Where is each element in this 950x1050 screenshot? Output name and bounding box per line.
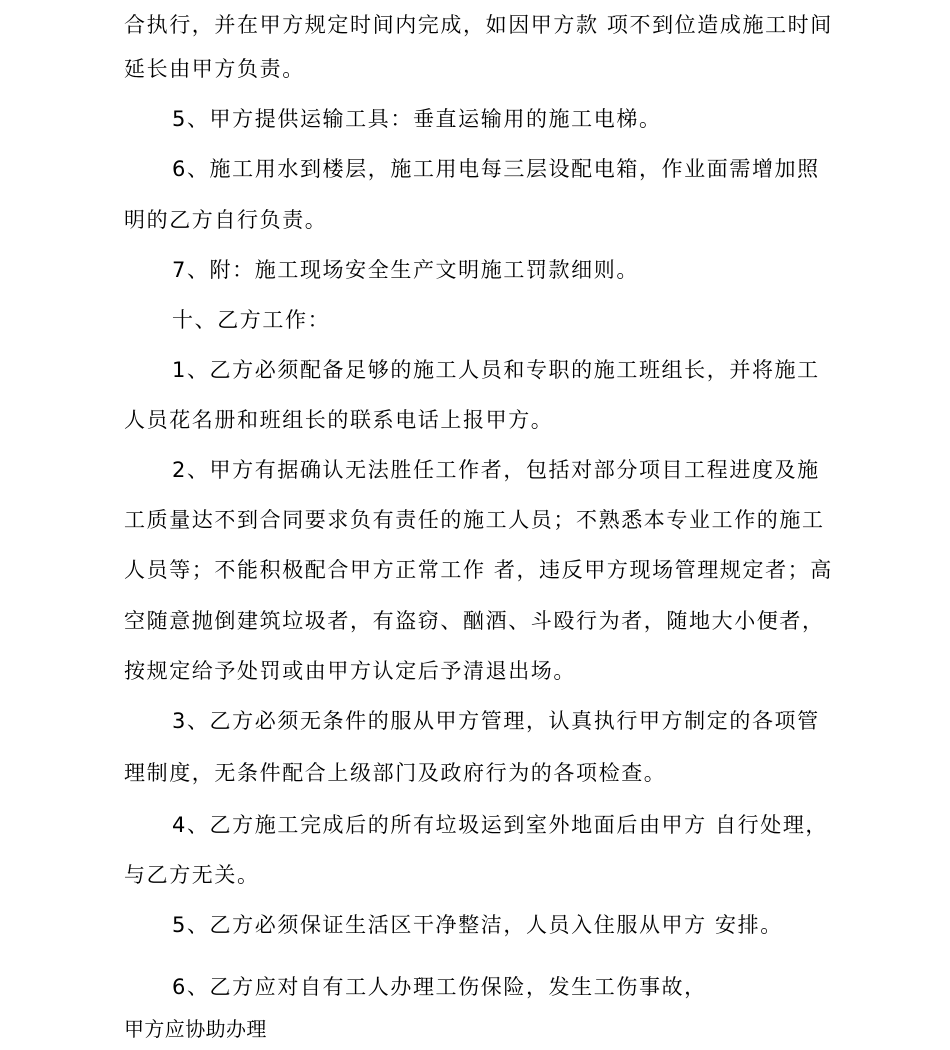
text-line: 明的乙方自行负责。 xyxy=(124,208,328,232)
text-line: 人员等；不能积极配合甲方正常工作 者，违反甲方现场管理规定者；高 xyxy=(124,558,833,582)
text-line: 空随意抛倒建筑垃圾者，有盗窃、酗酒、斗殴行为者，随地大小便者， xyxy=(124,609,825,633)
text-line: 延长由甲方负责。 xyxy=(124,57,305,81)
text-line: 5、甲方提供运输工具：垂直运输用的施工电梯。 xyxy=(172,107,662,131)
text-line: 4、乙方施工完成后的所有垃圾运到室外地面后由甲方 自行处理， xyxy=(172,813,829,837)
text-line: 人员花名册和班组长的联系电话上报甲方。 xyxy=(124,408,554,432)
text-line: 甲方应协助办理 xyxy=(124,1017,267,1041)
text-line: 工质量达不到合同要求负有责任的施工人员；不熟悉本专业工作的施工 xyxy=(124,508,825,532)
text-line: 7、附：施工现场安全生产文明施工罚款细则。 xyxy=(172,258,639,282)
text-line: 6、施工用水到楼层，施工用电每三层设配电箱，作业面需增加照 xyxy=(172,157,820,181)
text-line: 合执行，并在甲方规定时间内完成，如因甲方款 项不到位造成施工时间 xyxy=(124,13,833,37)
text-line: 理制度，无条件配合上级部门及政府行为的各项检查。 xyxy=(124,761,667,785)
text-line: 1、乙方必须配备足够的施工人员和专职的施工班组长，并将施工 xyxy=(172,358,820,382)
text-line: 2、甲方有据确认无法胜任工作者，包括对部分项目工程进度及施 xyxy=(172,458,820,482)
text-line: 5、乙方必须保证生活区干净整洁，人员入住服从甲方 安排。 xyxy=(172,913,783,937)
text-line: 6、乙方应对自有工人办理工伤保险，发生工伤事故， xyxy=(172,975,707,999)
text-line: 3、乙方必须无条件的服从甲方管理，认真执行甲方制定的各项管 xyxy=(172,709,820,733)
text-line: 按规定给予处罚或由甲方认定后予清退出场。 xyxy=(124,659,576,683)
section-heading: 十、乙方工作： xyxy=(172,308,331,332)
text-line: 与乙方无关。 xyxy=(124,863,260,887)
